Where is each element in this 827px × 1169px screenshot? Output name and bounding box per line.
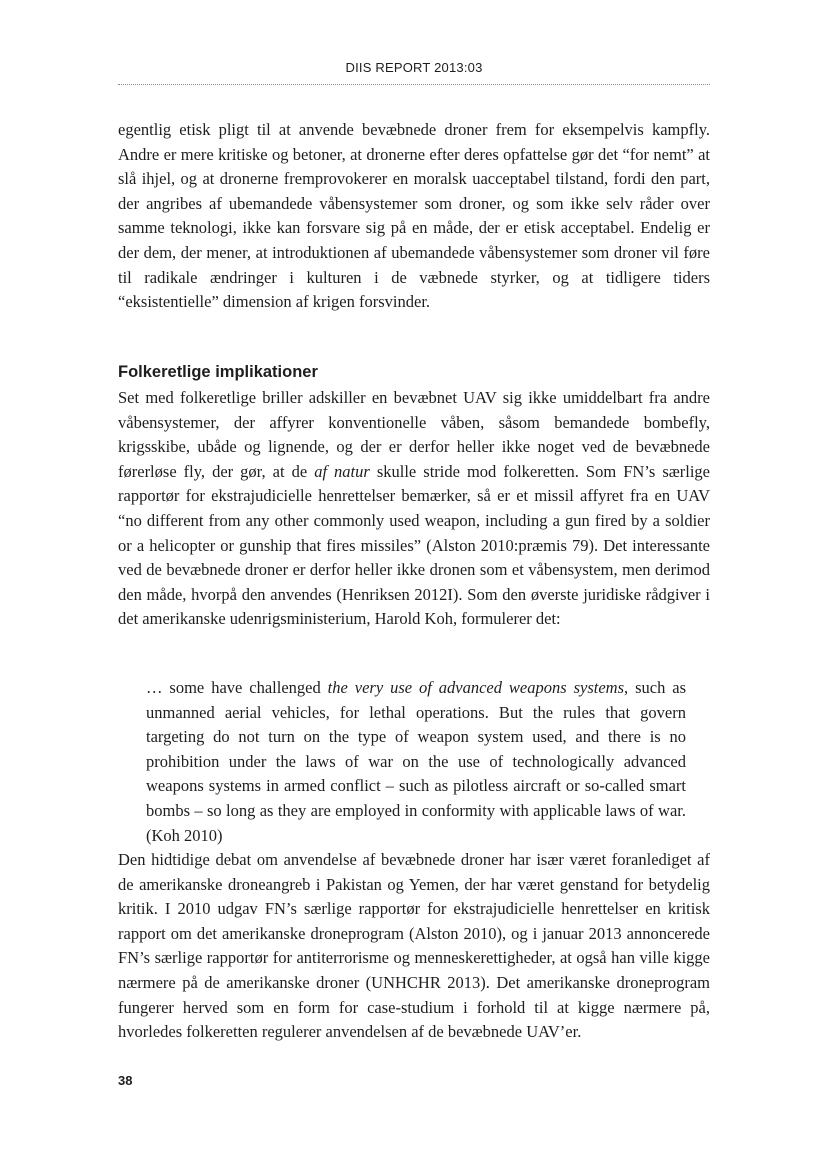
- paragraph-legal-implications: [118, 386, 710, 632]
- running-header: DIIS REPORT 2013:03: [345, 60, 483, 75]
- quote-italic-phrase: the very use of advanced weapons systems: [327, 678, 625, 697]
- quote-text: , such as unmanned aerial vehicles, for lethal operations. But the rules that govern targeting do not turn on the type of weapon system used, and there is no prohibition under the laws of war on the use of technologically advanced weapons systems in armed conflict – such as pilotless aircraft or so-called smart bombs – so long as they are employed in conformity with applicable laws of war. (Koh 2010): [146, 678, 686, 845]
- section-heading: Folkeretlige implikationer: [118, 363, 318, 381]
- page-number: 38: [118, 1073, 133, 1088]
- paragraph-text: skulle stride mod folkeretten. Som FN’s særlige rapportør for ekstrajudicielle henrettelser bemærker, så er et missil affyret fra en UAV “no different from any other commonly used weapon, including a gun fired by a soldier or a helicopter or gunship that fires missiles” (Alston 2010:præmis 79). Det interessante ved de bevæbnede droner er derfor heller ikke dronen som et våbensystem, men derimod den måde, hvorpå den anvendes (Henriksen 2012I). Som den øverste juridiske rådgiver i det amerikanske udenrigsministerium, Harold Koh, formulerer det:: [118, 461, 711, 629]
- paragraph-ethics-debate: egentlig etisk pligt til at anvende bevæbnede droner frem for eksempelvis kampfly. Andre er mere kritiske og betoner, at dronerne efter deres opfattelse gør det “for nemt” at slå ihjel, og at dronerne fremprovokerer en moralsk uacceptabel tilstand, fordi den part, der angribes af ubemandede våbensystemer som droner, og som ikke selv råder over samme teknologi, ikke kan forsvare sig på en måde, der er etisk acceptabel. Endelig er der dem, der mener, at introduktionen af ubemandede våbensystemer som droner vil føre til radikale ændringer i kulturen i de væbnede styrker, og at tidligere tiders “eksistentielle” dimension af krigen forsvinder.: [118, 120, 710, 312]
- paragraph-debate-history: Den hidtidige debat om anvendelse af bevæbnede droner har især været foranlediget af de amerikanske droneangreb i Pakistan og Yemen, der har været genstand for betydelig kritik. I 2010 udgav FN’s særlige rapportør for ekstrajudicielle henrettelser en kritisk rapport om det amerikanske droneprogram (Alston 2010), og i januar 2013 annoncerede FN’s særlige rapportør for antiterrorisme og menneskerettigheder, at også han ville kigge nærmere på de amerikanske droner (UNHCHR 2013). Det amerikanske droneprogram fungerer herved som en form for case-studium i forhold til at kigge nærmere på, hvorledes folkeretten regulerer anvendelsen af de bevæbnede UAV’er.: [118, 850, 710, 1042]
- header-divider: [118, 84, 710, 85]
- italic-phrase: af natur: [314, 461, 370, 481]
- block-quote-koh: [146, 676, 686, 848]
- quote-text: … some have challenged: [146, 678, 328, 697]
- paragraph-text: Set med folkeretlige briller adskiller en bevæbnet UAV sig ikke umiddelbart fra andre våbensystemer, der affyrer konventionelle våben, såsom bemandede bombefly, krigsskibe, ubåde og lignende, og der er derfor heller ikke noget ved de bevæbnede førerløse fly, der gør, at de: [118, 388, 710, 481]
